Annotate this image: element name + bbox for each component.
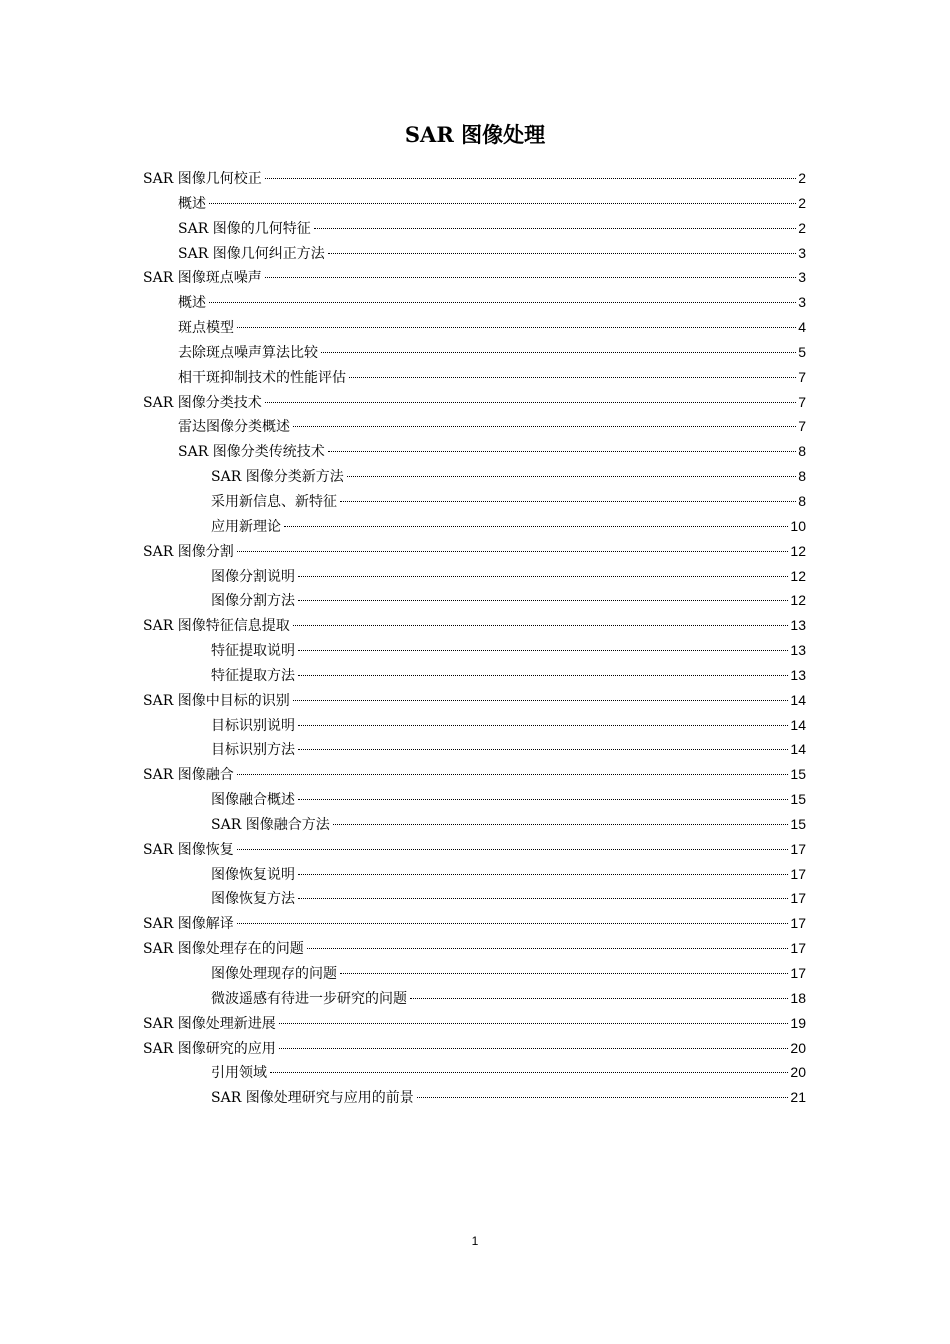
toc-entry[interactable] [143,1011,806,1036]
toc-entry-title: 图像分割方法 [211,593,295,610]
toc-entry-title: 雷达图像分类概述 [178,419,290,436]
toc-entry[interactable] [143,812,806,837]
toc-entry-title: 图像融合概述 [211,792,295,809]
toc-dot-leader [298,650,788,651]
toc-entry[interactable] [143,489,806,514]
toc-dot-leader [284,526,788,527]
toc-entry-title: SAR 图像恢复 [143,841,234,858]
toc-dot-leader [298,874,788,875]
toc-entry[interactable] [143,688,806,713]
toc-entry-title: SAR 图像融合 [143,767,234,784]
toc-dot-leader [340,973,788,974]
toc-entry[interactable] [143,588,806,613]
toc-entry-title: 应用新理论 [211,518,281,535]
toc-entry[interactable] [143,936,806,961]
toc-entry-page: 17 [790,965,806,981]
toc-entry[interactable] [143,1060,806,1085]
toc-entry-title: 微波遥感有待进一步研究的问题 [211,990,407,1007]
toc-entry[interactable] [143,439,806,464]
toc-dot-leader [340,501,796,502]
toc-entry-page: 7 [798,368,806,385]
toc-entry-page: 17 [790,840,806,857]
toc-entry[interactable] [143,713,806,738]
toc-entry[interactable] [143,564,806,589]
toc-entry[interactable] [143,265,806,290]
toc-entry-page: 10 [790,517,806,534]
toc-entry-page: 2 [798,219,806,236]
toc-entry-title: 图像处理现存的问题 [211,966,337,982]
toc-entry-title: SAR 图像解译 [143,916,234,933]
toc-dot-leader [314,228,797,229]
toc-entry[interactable] [143,638,806,663]
toc-entry[interactable] [143,315,806,340]
toc-dot-leader [279,1048,789,1049]
toc-dot-leader [293,426,796,427]
toc-entry[interactable] [143,886,806,911]
toc-entry[interactable] [143,290,806,315]
toc-dot-leader [307,948,789,949]
toc-dot-leader [347,476,797,477]
toc-dot-leader [279,1023,789,1024]
toc-entry-page: 17 [790,865,806,882]
toc-entry-page: 12 [790,567,806,584]
toc-entry-title: 相干斑抑制技术的性能评估 [178,369,346,386]
toc-entry-title: SAR 图像处理新进展 [143,1015,276,1032]
toc-dot-leader [237,327,796,328]
toc-entry-page: 5 [798,343,806,360]
toc-dot-leader [265,178,797,179]
toc-entry-title: 图像恢复说明 [211,866,295,883]
toc-entry[interactable] [143,911,806,936]
toc-entry-title: SAR 图像分类技术 [143,394,262,411]
toc-entry-title: SAR 图像研究的应用 [143,1040,276,1057]
toc-entry[interactable] [143,340,806,365]
toc-dot-leader [293,625,789,626]
toc-entry-page: 3 [798,294,806,311]
toc-entry-title: 引用领域 [211,1065,267,1082]
toc-dot-leader [321,352,796,353]
toc-entry-title: SAR 图像处理研究与应用的前景 [211,1090,414,1107]
toc-entry-page: 3 [798,269,806,286]
toc-entry-title: SAR 图像中目标的识别 [143,692,290,709]
toc-dot-leader [237,551,789,552]
toc-entry-page: 13 [790,642,806,659]
toc-entry-title: SAR 图像分类传统技术 [178,444,325,461]
toc-entry-page: 2 [798,170,806,186]
toc-entry-title: 目标识别说明 [211,717,295,734]
toc-entry-title: SAR 图像融合方法 [211,816,330,833]
toc-entry-page: 13 [790,666,806,683]
toc-entry[interactable] [143,986,806,1011]
toc-entry-page: 18 [790,989,806,1006]
toc-entry-page: 17 [790,940,806,957]
table-of-contents [143,166,806,1110]
toc-entry-title: SAR 图像特征信息提取 [143,618,290,635]
toc-entry-page: 7 [798,393,806,410]
toc-dot-leader [298,600,788,601]
toc-dot-leader [298,749,788,750]
toc-dot-leader [209,302,796,303]
toc-dot-leader [298,576,788,577]
toc-entry[interactable] [143,613,806,638]
toc-dot-leader [349,377,796,378]
toc-dot-leader [298,898,788,899]
toc-entry-title: SAR 图像分割 [143,543,234,560]
toc-entry-page: 17 [790,915,806,932]
toc-entry-page: 12 [790,542,806,559]
toc-dot-leader [265,277,797,278]
toc-entry-page: 20 [790,1064,806,1081]
toc-entry[interactable] [143,241,806,266]
toc-entry-title: 特征提取方法 [211,667,295,684]
toc-entry[interactable] [143,365,806,390]
toc-dot-leader [209,203,796,204]
toc-entry-title: SAR 图像几何校正 [143,171,262,187]
toc-dot-leader [270,1072,788,1073]
toc-entry-title: SAR 图像处理存在的问题 [143,941,304,958]
toc-dot-leader [237,923,789,924]
toc-entry-title: 斑点模型 [178,320,234,337]
toc-entry-title: 特征提取说明 [211,643,295,660]
toc-entry[interactable] [143,414,806,439]
toc-dot-leader [298,725,788,726]
toc-entry-title: 去除斑点噪声算法比较 [178,344,318,361]
toc-dot-leader [298,799,788,800]
toc-dot-leader [328,451,797,452]
toc-entry-title: 采用新信息、新特征 [211,493,337,510]
toc-entry-page: 15 [790,791,806,808]
page-number: 1 [471,1234,479,1248]
toc-entry[interactable] [143,390,806,415]
toc-entry[interactable] [143,737,806,762]
toc-entry[interactable] [143,961,806,986]
toc-dot-leader [328,253,797,254]
toc-entry[interactable] [143,464,806,489]
toc-entry-page: 8 [798,468,806,485]
toc-entry-title: 目标识别方法 [211,742,295,759]
toc-entry[interactable] [143,514,806,539]
toc-entry-title: SAR 图像斑点噪声 [143,270,262,287]
toc-entry[interactable] [143,663,806,688]
toc-entry-page: 14 [790,716,806,733]
toc-entry[interactable] [143,539,806,564]
toc-entry[interactable] [143,1036,806,1061]
toc-dot-leader [293,700,789,701]
toc-entry[interactable] [143,862,806,887]
toc-entry[interactable] [143,1085,806,1110]
toc-entry-page: 20 [790,1039,806,1056]
toc-dot-leader [417,1097,789,1098]
toc-entry-title: 图像恢复方法 [211,891,295,908]
toc-entry[interactable] [143,787,806,812]
toc-entry-page: 19 [790,1014,806,1031]
toc-dot-leader [298,675,788,676]
toc-dot-leader [265,402,797,403]
toc-entry-page: 7 [798,418,806,435]
toc-entry-page: 14 [790,741,806,758]
toc-entry[interactable] [143,191,806,216]
toc-entry-title: SAR 图像几何纠正方法 [178,245,325,262]
toc-entry[interactable] [143,216,806,241]
toc-entry-page: 15 [790,815,806,832]
toc-entry-title: SAR 图像的几何特征 [178,220,311,237]
toc-entry[interactable] [143,762,806,787]
toc-entry-title: 图像分割说明 [211,568,295,585]
toc-entry[interactable] [143,166,806,191]
toc-dot-leader [237,849,789,850]
toc-entry-title: 概述 [178,295,206,312]
toc-dot-leader [333,824,789,825]
toc-entry-page: 17 [790,890,806,907]
toc-entry-page: 13 [790,617,806,634]
toc-entry-title: SAR 图像分类新方法 [211,469,344,486]
page-title: SAR 图像处理 [404,122,546,147]
toc-entry-page: 4 [798,319,806,336]
toc-entry-title: 概述 [178,195,206,212]
toc-entry-page: 21 [790,1089,806,1106]
toc-entry-page: 2 [798,194,806,211]
toc-entry-page: 3 [798,244,806,261]
toc-dot-leader [410,998,788,999]
toc-dot-leader [237,774,789,775]
toc-entry[interactable] [143,837,806,862]
toc-entry-page: 8 [798,443,806,460]
toc-entry-page: 14 [790,691,806,708]
toc-entry-page: 8 [798,492,806,509]
toc-entry-page: 12 [790,592,806,609]
toc-entry-page: 15 [790,766,806,783]
